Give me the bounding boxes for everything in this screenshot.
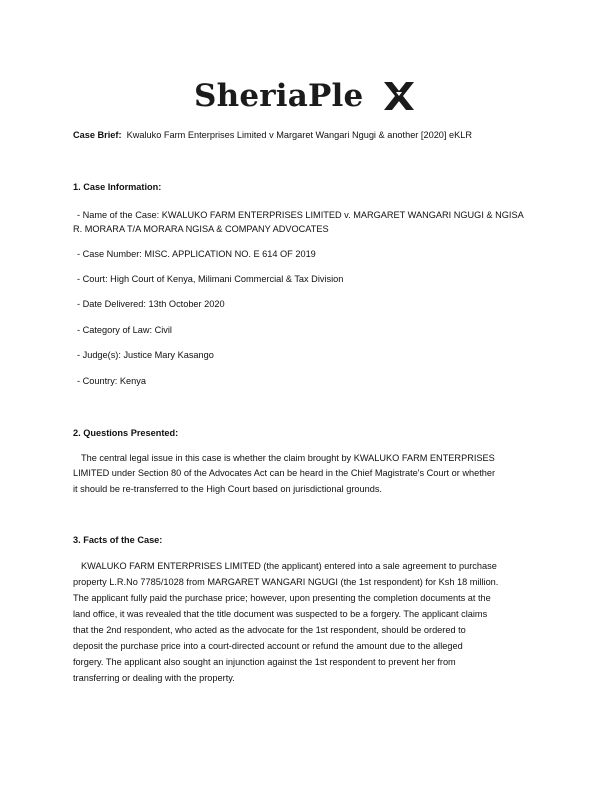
category-of-law: - Category of Law: Civil (77, 325, 172, 335)
section-heading: 3. Facts of the Case: (73, 535, 163, 545)
case-name-line-2: R. MORARA T/A MORARA NGISA & COMPANY ADVOCATES (73, 224, 329, 234)
section-questions-heading (73, 428, 553, 438)
questions-line-3: it should be re-transferred to the High Court based on jurisdictional grounds. (73, 484, 382, 494)
court: - Court: High Court of Kenya, Milimani Commercial & Tax Division (77, 274, 344, 284)
section-facts-heading (73, 535, 553, 545)
case-brief-line (73, 130, 553, 140)
case-brief-label: Case Brief: (73, 130, 122, 140)
facts-line-2: property L.R.No 7785/1028 from MARGARET WANGARI NGUGI (the 1st respondent) for Ksh 18 million. (73, 577, 499, 587)
case-number: - Case Number: MISC. APPLICATION NO. E 614 OF 2019 (77, 249, 316, 259)
case-name (77, 209, 524, 222)
facts-line-1: KWALUKO FARM ENTERPRISES LIMITED (the applicant) entered into a sale agreement to purchase (81, 561, 497, 571)
logo-header (0, 72, 612, 122)
facts-line-5: that the 2nd respondent, who acted as the advocate for the 1st respondent, should be ordered to (73, 625, 466, 635)
questions-line-1: The central legal issue in this case is whether the claim brought by KWALUKO FARM ENTERPRISES (81, 453, 495, 463)
questions-line-2: LIMITED under Section 80 of the Advocates Act can be heard in the Chief Magistrate's Court or whether (73, 468, 496, 478)
date-delivered: - Date Delivered: 13th October 2020 (77, 299, 225, 309)
sheriaplex-logo: SheriaPle (194, 78, 364, 114)
facts-line-7: forgery. The applicant also sought an injunction against the 1st respondent to prevent her from (73, 657, 456, 667)
facts-line-6: deposit the purchase price into a court-directed account or refund the amount due to the alleged (73, 641, 463, 651)
case-name-cont (73, 223, 329, 236)
case-name-line-1: - Name of the Case: KWALUKO FARM ENTERPRISES LIMITED v. MARGARET WANGARI NGUGI & NGISA (77, 210, 524, 220)
facts-line-8: transferring or dealing with the property. (73, 673, 235, 683)
case-brief-title: Kwaluko Farm Enterprises Limited v Margaret Wangari Ngugi & another [2020] eKLR (126, 130, 472, 140)
logo-x-icon (382, 78, 416, 114)
section-case-information-heading (73, 182, 553, 192)
section-heading: 2. Questions Presented: (73, 428, 179, 438)
judges: - Judge(s): Justice Mary Kasango (77, 350, 214, 360)
section-heading: 1. Case Information: (73, 182, 162, 192)
country: - Country: Kenya (77, 376, 146, 386)
facts-line-3: The applicant fully paid the purchase price; however, upon presenting the completion documents at the (73, 593, 491, 603)
facts-line-4: land office, it was revealed that the title document was suspected to be a forgery. The applicant claims (73, 609, 488, 619)
